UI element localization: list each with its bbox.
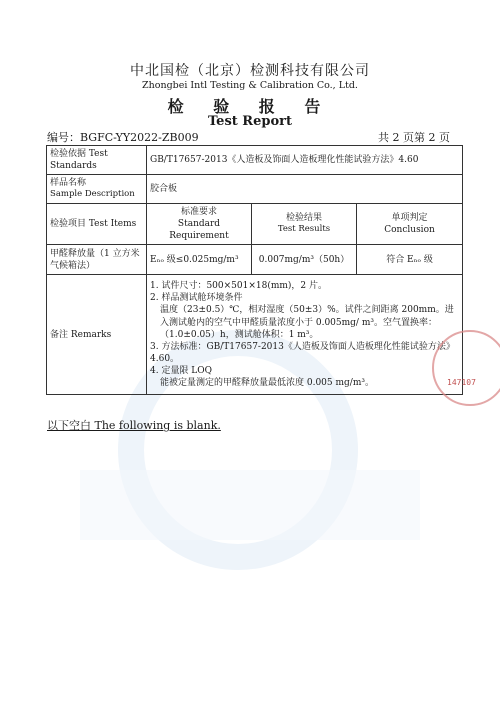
item-formaldehyde: 甲醛释放量（1 立方米气候箱法） — [47, 245, 147, 275]
col-header-requirement — [147, 203, 252, 244]
remarks-content — [147, 275, 463, 395]
official-seal — [432, 330, 500, 406]
remark-line: 温度（23±0.5）℃，相对湿度（50±3）%。试件之间距离 200mm。进入测试舱内的空气中甲醛质量浓度小于 0.005mg/ m³。空气置换率：（1.0±0.05）h，测试舱体积：1 m³。 — [160, 305, 454, 340]
remark-line: 能被定量测定的甲醛释放量最低浓度 0.005 mg/m³。 — [160, 378, 374, 389]
report-table — [46, 145, 463, 395]
report-number: 编号：BGFC-YY2022-ZB009 — [47, 131, 199, 144]
report-title-en: Test Report — [208, 114, 292, 129]
company-name-cn: 中北国检（北京）检测科技有限公司 — [130, 63, 370, 79]
company-name-en: Zhongbei Intl Testing & Calibration Co., Ltd. — [142, 80, 358, 91]
sample-label-cn: 样品名称 — [50, 178, 87, 189]
remarks-label: 备注 Remarks — [47, 275, 147, 395]
remark-line: 4. 定量限 LOQ — [150, 366, 213, 377]
sample-label-en: Sample Description — [50, 189, 135, 200]
table-row — [47, 245, 463, 275]
table-row — [47, 175, 463, 204]
page-info: 共 2 页第 2 页 — [378, 131, 450, 144]
col-res-cn: 检验结果 — [285, 213, 322, 224]
table-row — [47, 146, 463, 175]
item-requirement: Eₙₒ 级≤0.025mg/m³ — [147, 245, 252, 275]
basis-value: GB/T17657-2013《人造板及饰面人造板理化性能试验方法》4.60 — [147, 146, 463, 175]
remark-line: 3. 方法标准：GB/T17657-2013《人造板及饰面人造板理化性能试验方法》4.60。 — [150, 341, 455, 365]
col-req-cn: 标准要求 — [180, 206, 217, 217]
item-result: 0.007mg/m³（50h） — [252, 245, 357, 275]
report-title-cn: 检 验 报 告 — [167, 97, 333, 116]
col-con-en: Conclusion — [384, 225, 435, 236]
col-header-conclusion — [357, 203, 463, 244]
col-req-en: Standard Requirement — [169, 219, 229, 242]
col-res-en: Test Results — [277, 224, 331, 235]
sample-value: 胶合板 — [147, 175, 463, 204]
items-label: 检验项目 Test Items — [47, 203, 147, 244]
table-row — [47, 275, 463, 395]
item-conclusion: 符合 Eₙₒ 级 — [357, 245, 463, 275]
sample-label — [47, 175, 147, 204]
seal-number: 147107 — [447, 378, 476, 387]
basis-label: 检验依据 Test Standards — [47, 146, 147, 175]
col-con-cn: 单项判定 — [391, 212, 428, 223]
remark-line: 1. 试件尺寸：500×501×18(mm)，2 片。 — [150, 281, 328, 292]
watermark-text-band — [80, 470, 420, 540]
blank-note: 以下空白 The following is blank. — [47, 419, 221, 432]
col-header-results — [252, 203, 357, 244]
remark-line: 2. 样品测试舱环境条件 — [150, 293, 243, 304]
table-row — [47, 203, 463, 244]
